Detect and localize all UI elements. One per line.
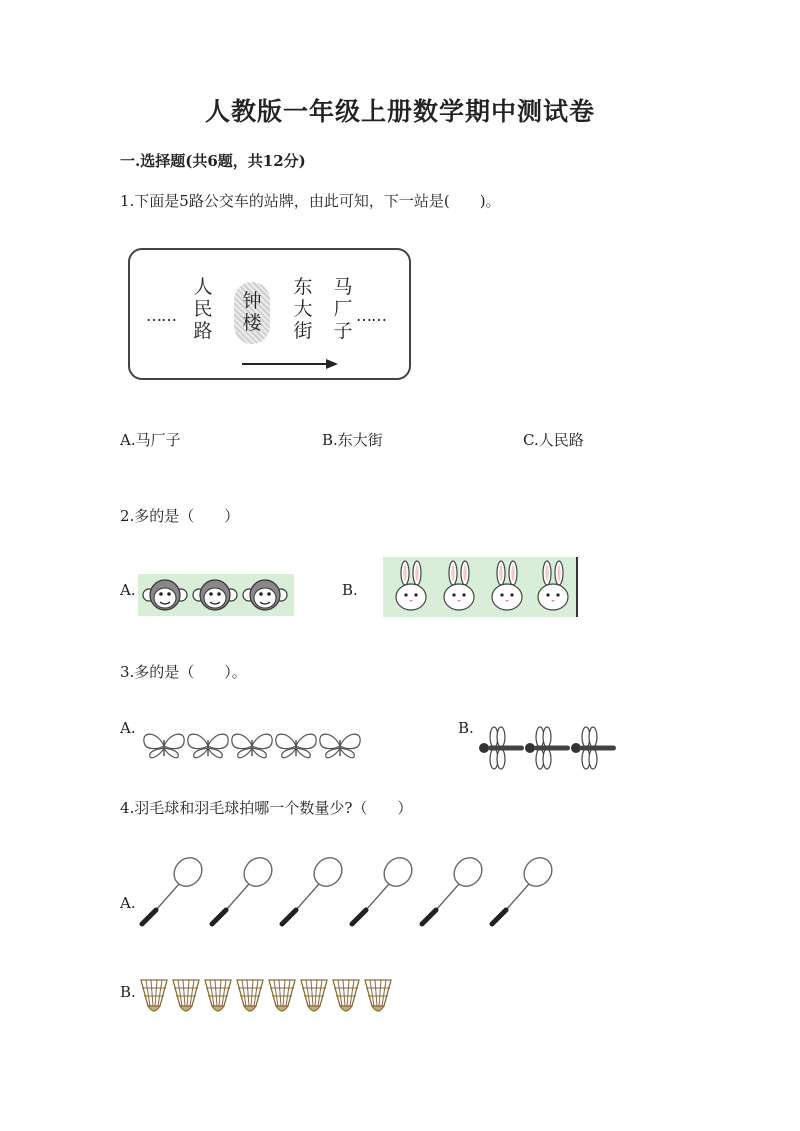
q1-option-a[interactable]: A.马厂子 <box>120 431 181 449</box>
butterfly-icon <box>320 734 360 758</box>
monkey-icon <box>143 580 187 610</box>
shuttlecock-icon <box>365 980 391 1011</box>
monkey-icon <box>193 580 237 610</box>
sign-dots-left: …… <box>146 306 176 325</box>
racket-icon <box>212 852 278 924</box>
shuttlecock-icon <box>333 980 359 1011</box>
monkeys-group <box>138 574 294 618</box>
shuttlecock-icon <box>301 980 327 1011</box>
question-3-text: 3.多的是（ ）。 <box>120 663 247 681</box>
butterfly-icon <box>276 734 316 758</box>
shuttlecock-icon <box>205 980 231 1011</box>
rabbit-icon <box>492 561 522 610</box>
butterfly-icon <box>188 734 228 758</box>
q3-option-b[interactable]: B. <box>458 719 474 737</box>
q4-option-b[interactable]: B. <box>120 983 136 1001</box>
racket-icon <box>142 852 208 924</box>
q1-option-b[interactable]: B.东大街 <box>322 431 383 449</box>
direction-arrow-icon <box>240 358 340 370</box>
butterflies-group <box>142 724 364 774</box>
bus-stop-sign <box>128 248 411 380</box>
page-title: 人教版一年级上册数学期中测试卷 <box>204 97 595 126</box>
rackets-group <box>136 848 566 930</box>
rabbit-icon <box>538 561 568 610</box>
rabbit-icon <box>396 561 426 610</box>
q3-option-a[interactable]: A. <box>120 719 136 737</box>
station-renminlu: 人民路 <box>193 276 213 342</box>
dragonfly-icon <box>479 727 524 769</box>
racket-icon <box>492 852 558 924</box>
shuttlecocks-group <box>138 974 398 1018</box>
q2-option-b[interactable]: B. <box>342 581 358 599</box>
shuttlecock-icon <box>173 980 199 1011</box>
q4-option-a[interactable]: A. <box>120 894 136 912</box>
rabbits-panel-edge <box>576 557 578 617</box>
q2-option-a[interactable]: A. <box>120 581 136 599</box>
butterfly-icon <box>232 734 272 758</box>
racket-icon <box>282 852 348 924</box>
question-4-text: 4.羽毛球和羽毛球拍哪一个数量少?（ ） <box>120 799 413 817</box>
station-machangzi: 马厂子 <box>333 276 353 342</box>
section-heading: 一.选择题(共6题，共12分) <box>120 152 306 170</box>
monkey-icon <box>243 580 287 610</box>
butterfly-icon <box>144 734 184 758</box>
dragonflies-group <box>478 722 618 774</box>
rabbits-group <box>383 557 576 617</box>
station-zhonglou: 钟楼 <box>242 290 262 334</box>
rabbit-icon <box>444 561 474 610</box>
shuttlecock-icon <box>237 980 263 1011</box>
question-1-text: 1.下面是5路公交车的站牌，由此可知，下一站是( )。 <box>120 192 501 210</box>
dragonfly-icon <box>571 727 616 769</box>
q1-option-c[interactable]: C.人民路 <box>523 431 584 449</box>
racket-icon <box>352 852 418 924</box>
question-2-text: 2.多的是（ ） <box>120 507 240 525</box>
shuttlecock-icon <box>141 980 167 1011</box>
station-dongdajie: 东大街 <box>293 276 313 342</box>
racket-icon <box>422 852 488 924</box>
sign-dots-right: …… <box>356 306 386 325</box>
shuttlecock-icon <box>269 980 295 1011</box>
dragonfly-icon <box>525 727 570 769</box>
